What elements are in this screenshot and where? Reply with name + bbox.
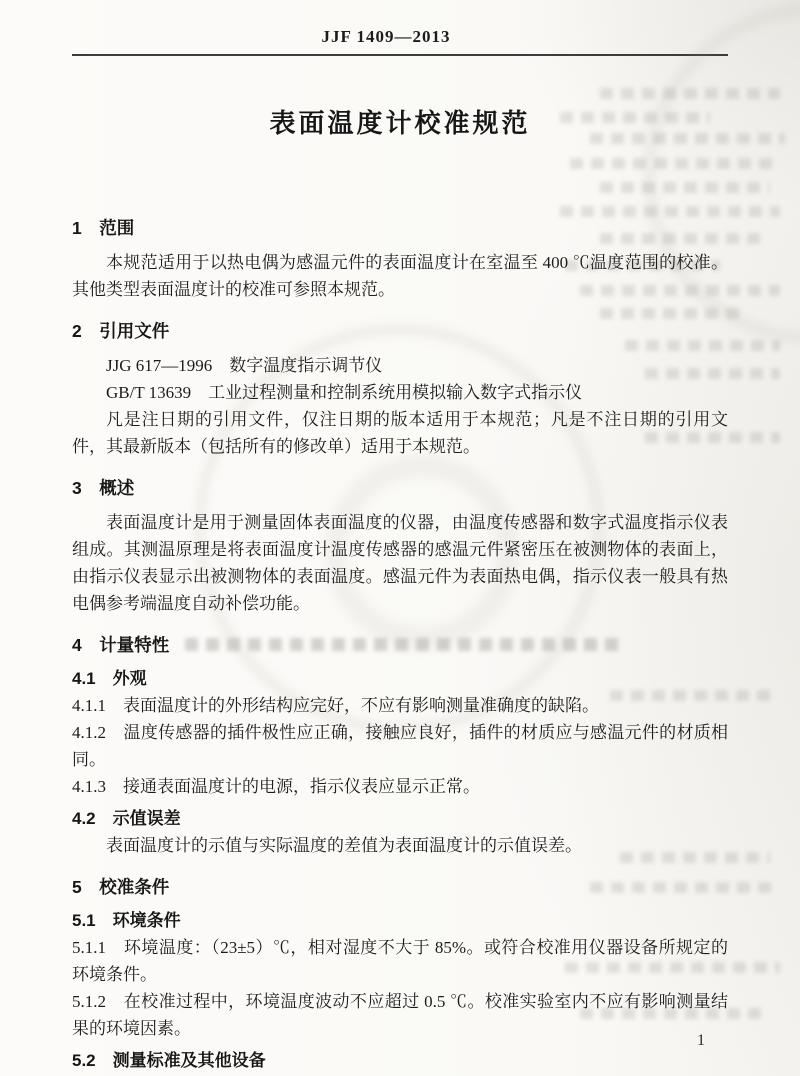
reference-line: GB/T 13639 工业过程测量和控制系统用模拟输入数字式指示仪 [106, 383, 583, 402]
clause-item: 5.1.2 在校准过程中，环境温度波动不应超过 0.5 ℃。校准实验室内不应有影响测量结果的环境因素。 [72, 992, 728, 1038]
bleed-through-text [570, 158, 780, 169]
section-heading-overview: 3 概述 [72, 478, 135, 498]
header-rule [72, 54, 728, 56]
bleed-through-text [600, 182, 770, 193]
section-heading-scope: 1 范围 [72, 218, 135, 238]
section-heading-references: 2 引用文件 [72, 321, 170, 341]
paragraph: 表面温度计是用于测量固体表面温度的仪器，由温度传感器和数字式温度指示仪表组成。其测温原理是将表面温度计温度传感器的感温元件紧密压在被测物体的表面上，由指示仪表显示出被测物体的表面温度。感温元件为表面热电偶，指示仪表一般具有热电偶参考端温度自动补偿功能。 [72, 513, 728, 613]
bleed-through-text [600, 88, 780, 99]
paragraph: 本规范适用于以热电偶为感温元件的表面温度计在室温至 400 ℃温度范围的校准。其他类型表面温度计的校准可参照本规范。 [72, 253, 728, 299]
sub-heading-indication-error: 4.2 示值误差 [72, 809, 181, 828]
page-header [0, 0, 800, 47]
paragraph: 表面温度计的示值与实际温度的差值为表面温度计的示值误差。 [106, 836, 582, 855]
sub-heading-appearance: 4.1 外观 [72, 669, 147, 688]
paragraph: 凡是注日期的引用文件，仅注日期的版本适用于本规范；凡是不注日期的引用文件，其最新版本（包括所有的修改单）适用于本规范。 [72, 410, 728, 456]
clause-item: 4.1.2 温度传感器的插件极性应正确，接触应良好，插件的材质应与感温元件的材质相同。 [72, 723, 728, 769]
section-heading-calibration-conditions: 5 校准条件 [72, 877, 170, 897]
clause-item: 5.1.1 环境温度：（23±5）℃，相对湿度不大于 85%。或符合校准用仪器设备所规定的环境条件。 [72, 938, 728, 984]
page-number: 1 [697, 1032, 705, 1049]
document-body [0, 216, 800, 1074]
reference-line: JJG 617—1996 数字温度指示调节仪 [106, 356, 383, 375]
clause-item: 4.1.1 表面温度计的外形结构应完好，不应有影响测量准确度的缺陷。 [72, 696, 599, 715]
sub-heading-environment: 5.1 环境条件 [72, 911, 181, 930]
document-title: 表面温度计校准规范 [269, 108, 531, 138]
standard-code: JJF 1409—2013 [321, 27, 451, 46]
section-heading-metrological-characteristics: 4 计量特性 [72, 635, 170, 655]
sub-heading-measurement-standards: 5.2 测量标准及其他设备 [72, 1051, 266, 1070]
clause-item: 4.1.3 接通表面温度计的电源，指示仪表应显示正常。 [72, 777, 480, 796]
